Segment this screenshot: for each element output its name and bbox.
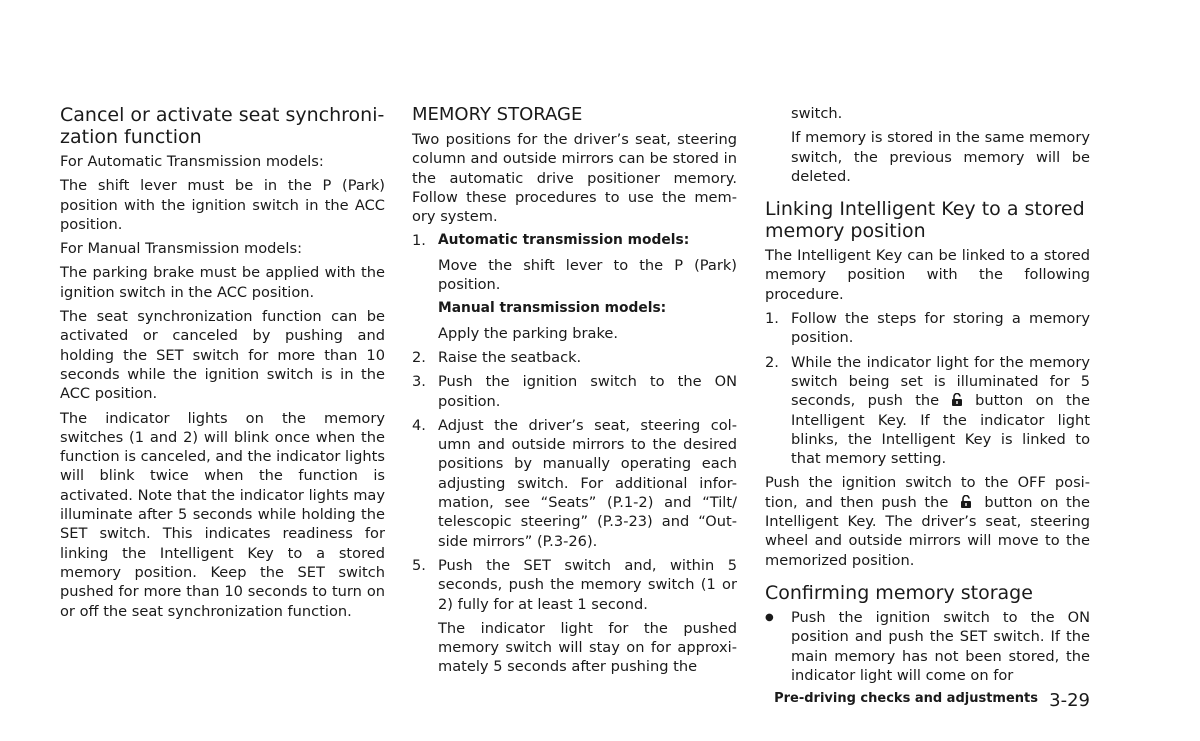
sub-paragraph: Move the shift lever to the P (Park) position. xyxy=(438,256,737,294)
paragraph xyxy=(765,473,1090,569)
sub-paragraph: The indicator light for the pushed memory switch will stay on for approxi-mately 5 seconds after pushing the xyxy=(438,619,737,676)
section-title: Pre-driving checks and adjustments xyxy=(774,691,1038,706)
paragraph: For Automatic Transmission models: xyxy=(60,153,324,170)
unlock-icon xyxy=(951,393,963,406)
item-number: 1. xyxy=(412,232,426,250)
paragraph: For Manual Transmission models: xyxy=(60,240,302,258)
sub-paragraph: Apply the parking brake. xyxy=(438,324,619,342)
paragraph-part: button on the Intelligent Key. The driver’s seat, steering wheel and outside mirrors will move to the memorized position. xyxy=(765,493,1090,569)
item-number: 2. xyxy=(412,348,426,366)
list-item xyxy=(412,231,737,250)
item-text-part: button on the Intelligent Key. If the indicator light blinks, the Intelligent Key is linked to that memory setting. xyxy=(791,392,1090,468)
list-item xyxy=(765,608,1090,685)
list-item xyxy=(765,353,1090,469)
paragraph: The parking brake must be applied with the ignition switch in the ACC position. xyxy=(60,264,385,301)
item-text: Raise the seatback. xyxy=(438,348,582,366)
item-number: 3. xyxy=(412,373,426,391)
list-item xyxy=(412,372,737,411)
continued-text: switch. xyxy=(791,105,843,122)
sub-heading: Manual transmission models: xyxy=(438,300,667,317)
heading-confirming: Confirming memory storage xyxy=(765,581,1033,604)
item-text: Automatic transmission models: xyxy=(438,232,690,249)
item-text: Push the ignition switch to the ON position and push the SET switch. If the main memory has not been stored, the indicator light will come on for xyxy=(791,608,1090,684)
continued-text: If memory is stored in the same memory switch, the previous memory will be deleted. xyxy=(791,129,1090,185)
item-text xyxy=(791,353,1090,469)
heading-memory-storage: MEMORY STORAGE xyxy=(412,104,583,125)
paragraph: Two positions for the driver’s seat, steering column and outside mirrors can be stored in the automatic drive positioner memory. Follow these procedures to use the mem-ory system. xyxy=(412,131,737,226)
list-item xyxy=(412,416,737,551)
paragraph: The seat synchronization function can be activated or canceled by pushing and holding the SET switch for more than 10 seconds while the ignition switch is in the ACC position. xyxy=(60,308,385,403)
column-2 xyxy=(412,104,737,682)
column-1 xyxy=(60,104,385,626)
heading-seat-sync: Cancel or activate seat synchroni-zation function xyxy=(60,104,385,148)
page-number: 3-29 xyxy=(1049,690,1090,711)
item-text: Adjust the driver’s seat, steering col-umn and outside mirrors to the desired positions by manually operating each adjusting switch. For additional infor-mation, see “Seats” (P.1-2) and “Tilt/ telescopic steering” (P.3-23) and “Out-side mirrors” (P.3-26). xyxy=(438,416,737,550)
item-text: Push the SET switch and, within 5 seconds, push the memory switch (1 or 2) fully for at least 1 second. xyxy=(438,556,737,613)
list-item xyxy=(765,309,1090,348)
item-number: 4. xyxy=(412,416,426,434)
item-text-part: While the indicator light for the memory switch being set is illuminated for 5 seconds, push the xyxy=(791,353,1090,410)
paragraph: The Intelligent Key can be linked to a stored memory position with the following procedure. xyxy=(765,247,1090,303)
bullet-icon: ● xyxy=(765,611,774,623)
column-3 xyxy=(765,104,1090,690)
paragraph: The indicator lights on the memory switches (1 and 2) will blink once when the function is canceled, and the indicator lights will blink twice when the function is activated. Note that the indicator lights may illuminate after 5 seconds while holding the SET switch. This indicates readiness for linking the Intelligent Key to a stored memory position. Keep the SET switch pushed for more than 10 seconds to turn on or off the seat synchronization function. xyxy=(60,409,385,620)
item-number: 1. xyxy=(765,310,779,328)
heading-linking-key: Linking Intelligent Key to a stored memory position xyxy=(765,198,1085,243)
item-text: Follow the steps for storing a memory position. xyxy=(791,310,1090,347)
item-text: Push the ignition switch to the ON position. xyxy=(438,373,737,410)
paragraph: The shift lever must be in the P (Park) position with the ignition switch in the ACC position. xyxy=(60,177,385,233)
item-number: 5. xyxy=(412,556,426,574)
unlock-icon xyxy=(960,495,972,508)
paragraph-part: Push the ignition switch to the OFF posi-tion, and then push the xyxy=(765,474,1090,511)
list-item xyxy=(412,556,737,614)
list-item xyxy=(412,348,737,367)
item-number: 2. xyxy=(765,353,779,371)
